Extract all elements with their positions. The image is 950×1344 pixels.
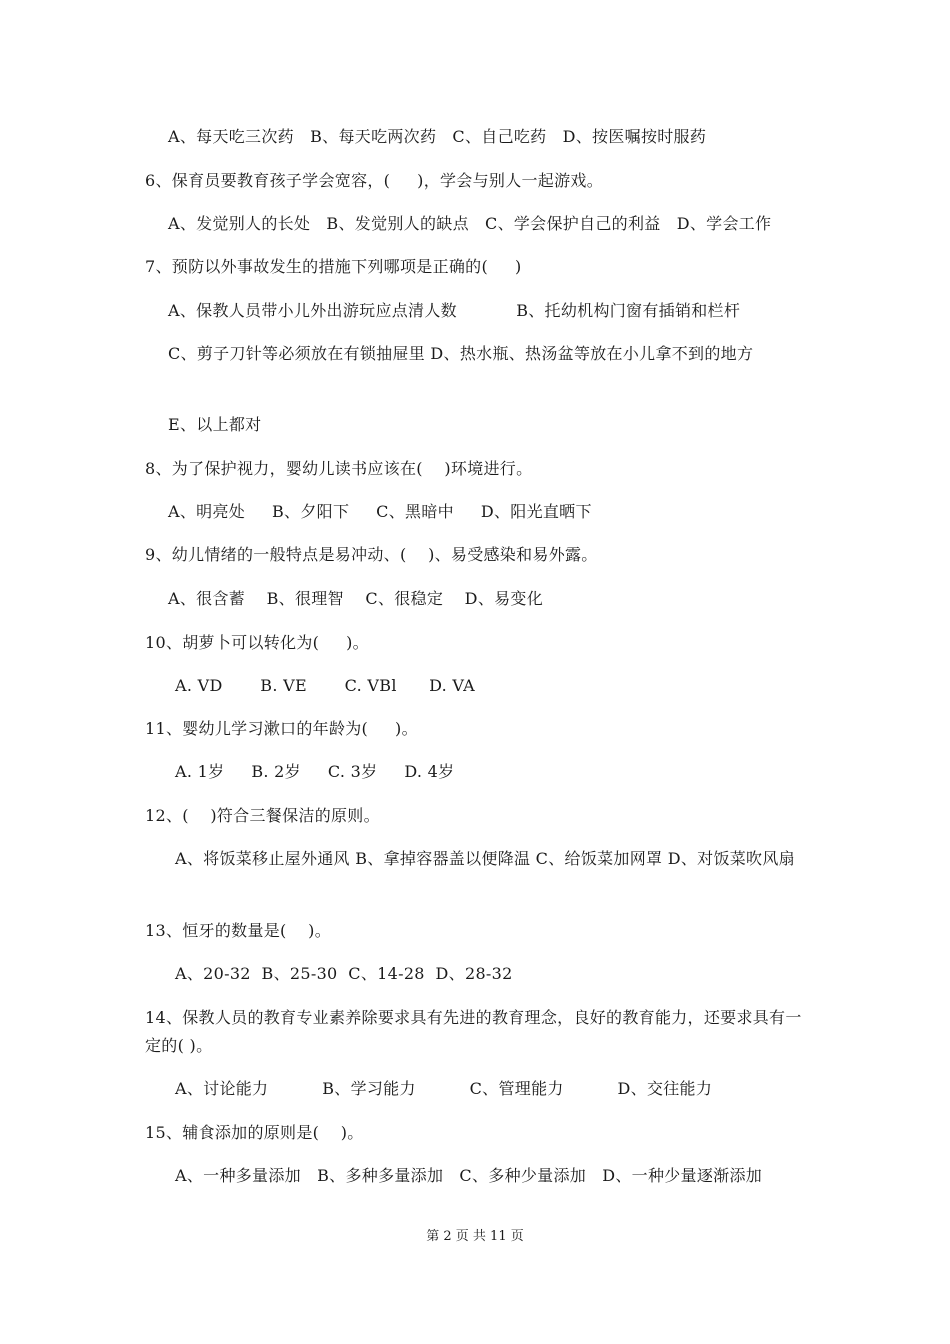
q8-options: A、明亮处 B、夕阳下 C、黑暗中 D、阳光直晒下 [168, 502, 592, 521]
q7-option-e: E、以上都对 [168, 415, 262, 434]
q14-options: A、讨论能力 B、学习能力 C、管理能力 D、交往能力 [175, 1079, 713, 1098]
q11-options: A. 1岁 B. 2岁 C. 3岁 D. 4岁 [175, 762, 455, 781]
q10-question: 10、胡萝卜可以转化为( )。 [145, 633, 369, 652]
q6-options: A、发觉别人的长处 B、发觉别人的缺点 C、学会保护自己的利益 D、学会工作 [168, 214, 772, 233]
q7-question: 7、预防以外事故发生的措施下列哪项是正确的( ) [145, 257, 522, 276]
q5-options: A、每天吃三次药 B、每天吃两次药 C、自己吃药 D、按医嘱按时服药 [168, 127, 707, 146]
q12-options: A、将饭菜移止屋外通风 B、拿掉容器盖以便降温 C、给饭菜加网罩 D、对饭菜吹风扇 [175, 849, 795, 868]
q13-question: 13、恒牙的数量是( )。 [145, 921, 331, 940]
q6-question: 6、保育员要教育孩子学会宽容，( )，学会与别人一起游戏。 [145, 171, 603, 190]
page-footer: 第 2 页 共 11 页 [426, 1229, 524, 1244]
q15-options: A、一种多量添加 B、多种多量添加 C、多种少量添加 D、一种少量逐渐添加 [175, 1166, 763, 1185]
q12-question: 12、( )符合三餐保洁的原则。 [145, 806, 380, 825]
q9-options: A、很含蓄 B、很理智 C、很稳定 D、易变化 [168, 589, 544, 608]
q7-options-cd: C、剪子刀针等必须放在有锁抽屉里 D、热水瓶、热汤盆等放在小儿拿不到的地方 [168, 344, 754, 363]
q10-options: A. VD B. VE C. VBl D. VA [175, 676, 476, 695]
q13-options: A、20-32 B、25-30 C、14-28 D、28-32 [175, 964, 513, 983]
q8-question: 8、为了保护视力，婴幼儿读书应该在( )环境进行。 [145, 459, 533, 478]
q14-question: 14、保教人员的教育专业素养除要求具有先进的教育理念，良好的教育能力，还要求具有一定的( )。 [145, 1008, 802, 1055]
q15-question: 15、辅食添加的原则是( )。 [145, 1123, 364, 1142]
q7-options-ab: A、保教人员带小儿外出游玩应点清人数 B、托幼机构门窗有插销和栏杆 [168, 301, 741, 320]
q11-question: 11、婴幼儿学习漱口的年龄为( )。 [145, 719, 418, 738]
q9-question: 9、幼儿情绪的一般特点是易冲动、( )、易受感染和易外露。 [145, 545, 598, 564]
